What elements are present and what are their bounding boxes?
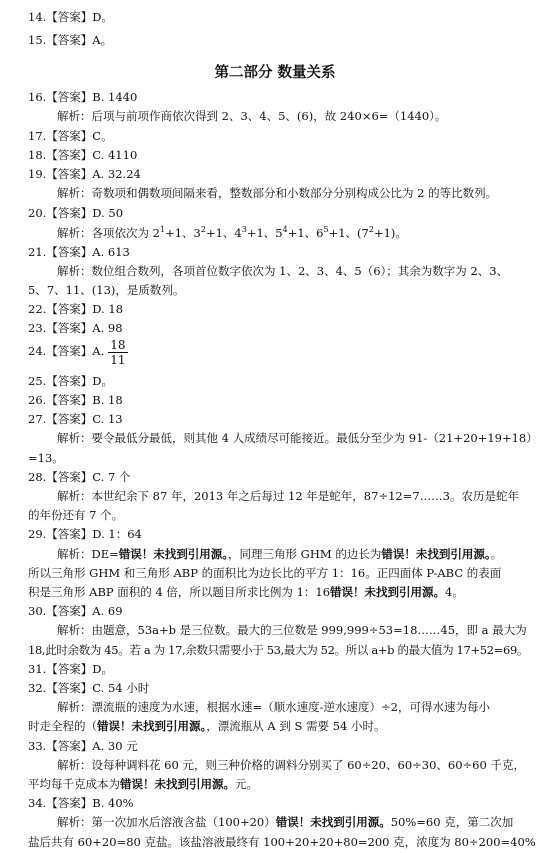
answer-34: 34.【答案】B. 40% [28, 796, 134, 810]
analysis-28: 解析：本世纪余下 87 年，2013 年之后每过 12 年是蛇年，87÷12=7……3。农历是蛇年 [57, 489, 519, 503]
answer-15: 15.【答案】A。 [28, 33, 113, 47]
analysis-29-cont: 所以三角形 GHM 和三角形 ABP 的面积比为边长比的平方 1：16。正四面体 P-ABC 的表面 [28, 566, 502, 580]
analysis-27: 解析：要令最低分最低，则其他 4 人成绩尽可能接近。最低分至少为 91-（21+20+19+18） [57, 431, 538, 445]
analysis-21: 解析：数位组合数列，各项首位数字依次为 1、2、3、4、5（6）；其余为数字为 2、3、 [57, 264, 509, 278]
fraction: $\frac{18}{11}$ [110, 337, 126, 367]
analysis-29: 解析：DE=错误！未找到引用源。，同理三角形 GHM 的边长为错误！未找到引用源。。 [57, 547, 503, 561]
answer-16: 16.【答案】B. 1440 [28, 90, 138, 104]
analysis-21-cont: 5、7、11、(13)，是质数列。 [28, 283, 185, 297]
answer-22: 22.【答案】D. 18 [28, 302, 124, 316]
error-text: 错误！未找到引用源。 [97, 719, 207, 733]
analysis-16: 解析：后项与前项作商依次得到 2、3、4、5、(6)，故 240×6=（1440）。 [57, 109, 447, 123]
analysis-28-cont: 的年份还有 7 个。 [28, 508, 124, 522]
analysis-19: 解析：奇数项和偶数项间隔来看，整数部分和小数部分分别构成公比为 2 的等比数列。 [57, 186, 498, 200]
answer-31: 31.【答案】D。 [28, 662, 114, 676]
error-text: 错误！未找到引用源。 [120, 777, 235, 791]
analysis-30-cont: 18,此时余数为 45。若 a 为 17,余数只需要小于 53,最大为 52。所以 a+b 的最大值为 17+52=69。 [28, 643, 529, 657]
error-text: 错误！未找到引用源。 [275, 815, 391, 829]
answer-26: 26.【答案】B. 18 [28, 393, 123, 407]
analysis-27-cont: =13。 [28, 451, 64, 465]
error-text: 错误！未找到引用源。 [330, 585, 446, 599]
answer-28: 28.【答案】C. 7 个 [28, 470, 131, 484]
analysis-29-cont2: 积是三角形 ABP 面积的 4 倍，所以题目所求比例为 1：16错误！未找到引用源。4。 [28, 585, 464, 599]
error-text: 错误！未找到引用源。 [381, 547, 491, 561]
error-text: 错误！未找到引用源。 [118, 547, 229, 561]
analysis-33: 解析：设每种调料花 60 元，则三种价格的调料分别买了 60÷20、60÷30、60÷60 千克， [57, 758, 525, 772]
analysis-32-cont: 时走全程的（错误！未找到引用源。，漂流瓶从 A 到 S 需要 54 小时。 [28, 719, 386, 733]
answer-19: 19.【答案】A. 32.24 [28, 167, 141, 181]
answer-21: 21.【答案】A. 613 [28, 245, 130, 259]
answer-14: 14.【答案】D。 [28, 10, 114, 24]
analysis-34-cont: 盐后共有 60+20=80 克盐。该盐溶液最终有 100+20+20+80=200 克，浓度为 80÷200=40% [28, 835, 536, 849]
answer-25: 25.【答案】D。 [28, 374, 114, 388]
section-title: 第二部分 数量关系 [214, 65, 336, 81]
analysis-34: 解析：第一次加水后溶液含盐（100+20）错误！未找到引用源。50%=60 克，第二次加 [57, 815, 514, 829]
answer-32: 32.【答案】C. 54 小时 [28, 681, 150, 695]
answer-24: 24.【答案】A. $\frac{18}{11}$ [28, 337, 126, 367]
answer-17: 17.【答案】C。 [28, 129, 113, 143]
answer-29: 29.【答案】D. 1：64 [28, 527, 142, 541]
answer-20: 20.【答案】D. 50 [28, 206, 124, 220]
answer-23: 23.【答案】A. 98 [28, 321, 123, 335]
analysis-30: 解析：由题意，53a+b 是三位数。最大的三位数是 999,999÷53=18……45，即 a 最大为 [57, 623, 527, 637]
analysis-32: 解析：漂流瓶的速度为水速，根据水速=（顺水速度-逆水速度）÷2，可得水速为每小 [57, 700, 490, 714]
answer-18: 18.【答案】C. 4110 [28, 148, 138, 162]
answer-27: 27.【答案】C. 13 [28, 412, 123, 426]
analysis-33-cont: 平均每千克成本为错误！未找到引用源。元。 [28, 777, 258, 791]
answer-33: 33.【答案】A. 30 元 [28, 739, 138, 753]
analysis-20: 解析：各项依次为 $2^1+1$、$3^2+1$、$4^3+1$、$5^4+1$、$6^5+1$、$(7^2+1)$。 [57, 225, 407, 240]
answer-30: 30.【答案】A. 69 [28, 604, 123, 618]
